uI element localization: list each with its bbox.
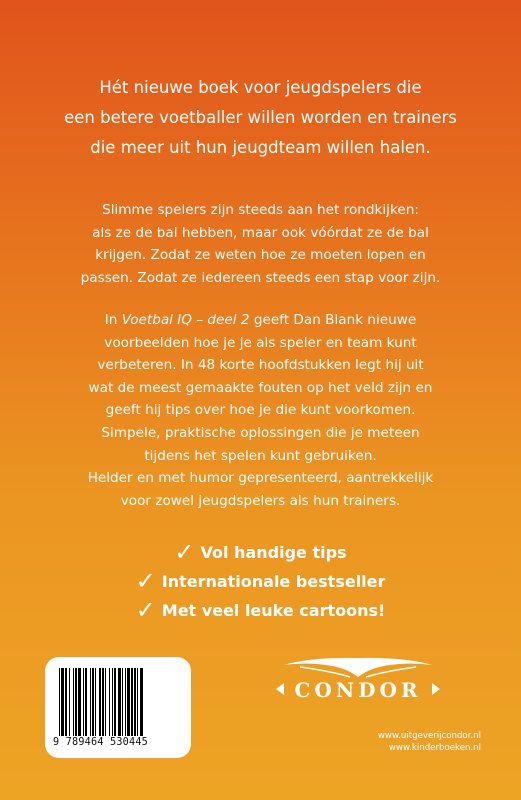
paragraph-line: krijgen. Zodat ze weten hoe ze moeten lopen en: [95, 247, 426, 264]
intro-line: een betere voetballer willen worden en trainers: [64, 108, 457, 127]
logo-wordmark: CONDOR: [294, 678, 422, 702]
feature-label: Met veel leuke cartoons!: [161, 601, 386, 620]
paragraph-line: geeft hij tips over hoe je die kunt voorkomen.: [105, 402, 416, 419]
paragraph-line: wat de meest gemaakte fouten op het veld zijn en: [88, 379, 433, 396]
feature-list: [0, 538, 521, 625]
paragraph-prefix: In: [104, 312, 122, 328]
paragraph-line: Helder en met humor gepresenteerd, aantrekkelijk: [87, 470, 434, 487]
paragraph-line: geeft Dan Blank nieuwe: [249, 312, 417, 328]
intro-line: Hét nieuwe boek voor jeugdspelers die: [99, 78, 422, 97]
url-line: www.uitgeverijcondor.nl: [377, 731, 481, 741]
feature-label: Internationale bestseller: [161, 572, 386, 591]
checkmark-icon: ✓: [174, 538, 195, 566]
url-line: www.kinderboeken.nl: [388, 743, 481, 753]
paragraph-line: passen. Zodat ze iedereen steeds een stap voor zijn.: [80, 269, 441, 286]
publisher-urls: [378, 730, 481, 754]
paragraph-line: Slimme spelers zijn steeds aan het rondkijken:: [102, 202, 419, 218]
paragraph-line: verbeteren. In 48 korte hoofdstukken legt hij uit: [97, 357, 424, 374]
paragraph-line: Simpele, praktische oplossingen die je meteen: [101, 424, 420, 441]
intro-line: die meer uit hun jeugdteam willen halen.: [90, 138, 431, 157]
condor-logo: [270, 655, 446, 709]
description-paragraph-2: [30, 309, 491, 512]
feature-label: Vol handige tips: [200, 543, 347, 562]
checkmark-icon: ✓: [135, 567, 156, 595]
paragraph-line: tijdens het spelen kunt gebruiken.: [144, 447, 377, 464]
checkmark-icon: ✓: [135, 596, 156, 624]
feature-item: [0, 538, 521, 567]
barcode-icon: [59, 668, 177, 736]
feature-item: [0, 596, 521, 625]
isbn-number: 9 789464 530445: [53, 737, 149, 748]
book-title: Voetbal IQ – deel 2: [121, 312, 250, 328]
paragraph-line: als ze de bal hebben, maar ook vóórdat ze de bal: [92, 224, 429, 241]
paragraph-line: voor zowel jeugdspelers als hun trainers.: [120, 492, 401, 509]
intro-text: [40, 73, 481, 163]
feature-item: [0, 567, 521, 596]
barcode-panel: [45, 657, 191, 758]
description-paragraph-1: [30, 199, 491, 289]
paragraph-line: voorbeelden hoe je je als speler en team kunt: [104, 334, 417, 351]
